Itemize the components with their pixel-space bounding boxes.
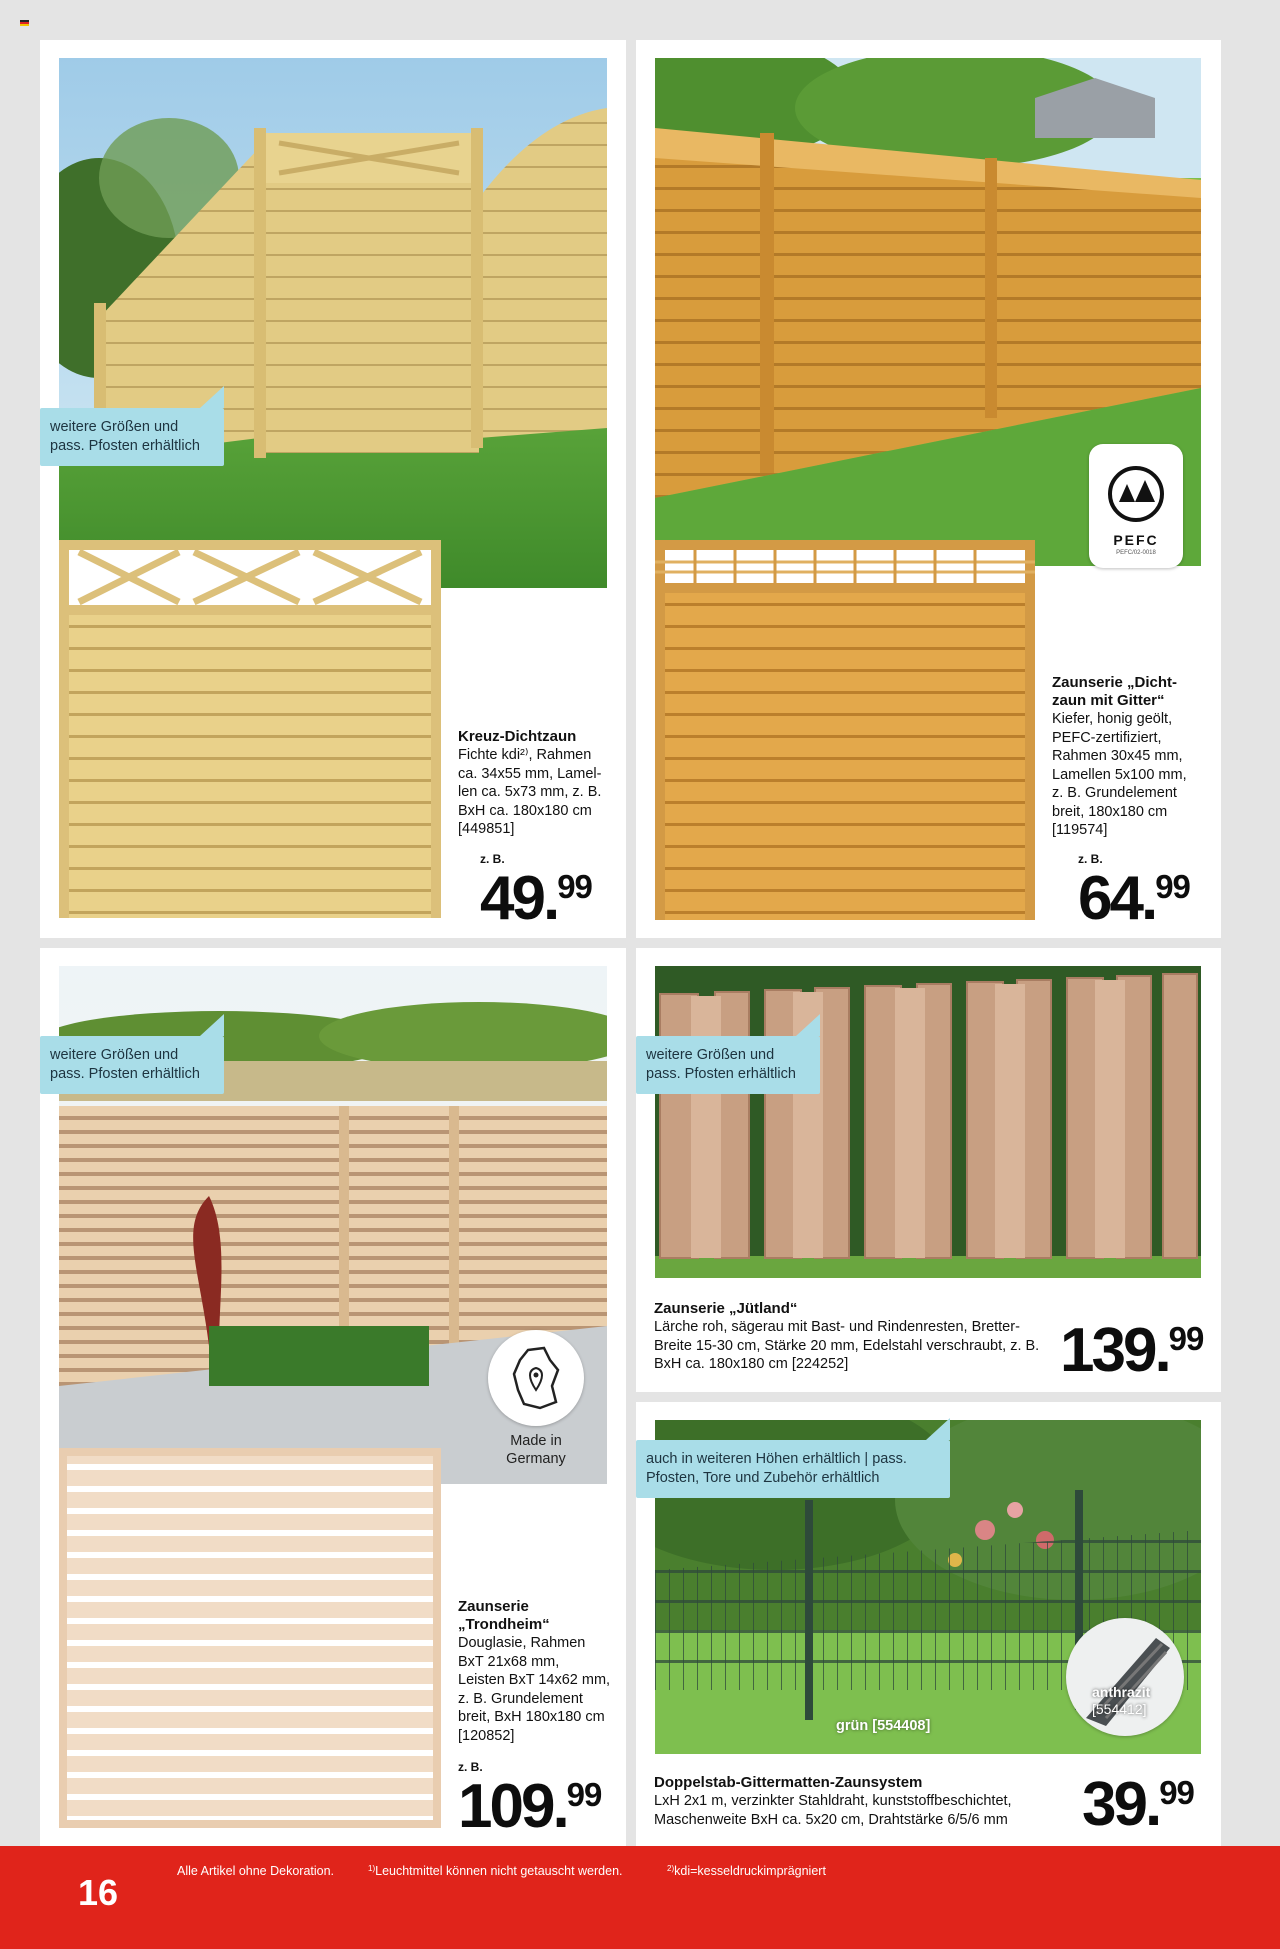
desc-line: z. B. Grundelement <box>1052 785 1177 801</box>
desc-line: Breite 15-30 cm, Stärke 20 mm, Edelstahl verschraubt, z. B. <box>654 1337 1040 1354</box>
product-panel-image <box>655 540 1035 920</box>
price <box>1078 864 1190 933</box>
desc-line: Kiefer, honig geölt, <box>1052 711 1173 727</box>
made-in-germany-label <box>480 1432 592 1468</box>
product-info <box>654 1774 1074 1829</box>
anthrazit-line: anthrazit <box>1092 1684 1151 1700</box>
desc-line: [449851] <box>458 821 515 837</box>
desc-line: Maschenweite BxH ca. 5x20 cm, Drahtstärke 6/5/6 mm <box>654 1811 1008 1828</box>
bubble-line: auch in weiteren Höhen erhältlich | pass. <box>646 1451 907 1467</box>
pefc-label: PEFC <box>1113 532 1159 548</box>
bubble-line: pass. Pfosten erhältlich <box>50 1066 200 1082</box>
product-name-line: zaun mit Gitter“ <box>1052 692 1165 709</box>
footnote-marker: 1) <box>368 1864 376 1873</box>
price-cent: 99 <box>1159 1774 1194 1811</box>
price <box>1082 1770 1194 1839</box>
bubble-line: Pfosten, Tore und Zubehör erhältlich <box>646 1470 880 1486</box>
desc-line: breit, BxH 180x180 cm <box>458 1709 605 1725</box>
made-in-line: Germany <box>506 1451 566 1467</box>
footnote-text: Leuchtmittel können nicht getauscht werden. <box>375 1864 623 1878</box>
footnote-decoration: Alle Artikel ohne Dekoration. <box>177 1864 335 1878</box>
desc-line: BxH ca. 180x180 cm <box>458 802 592 819</box>
product-info <box>458 1598 623 1745</box>
flag-stripe <box>20 24 29 26</box>
desc-line: ca. 34x55 mm, Lamel- <box>458 765 602 782</box>
anthrazit-line: [554412] <box>1092 1701 1147 1717</box>
made-in-line: Made in <box>510 1433 562 1449</box>
bubble-line: weitere Größen und <box>50 1047 179 1063</box>
product-name: Doppelstab-Gittermatten-Zaunsystem <box>654 1774 923 1791</box>
product-panel-image <box>59 540 441 918</box>
footnote-leuchtmittel <box>368 1864 623 1878</box>
desc-line: [119574] <box>1052 822 1108 838</box>
anthrazit-swatch <box>1066 1618 1184 1736</box>
price <box>1060 1316 1204 1385</box>
color-label-anthrazit <box>1092 1684 1150 1718</box>
price-prefix: z. B. <box>458 1760 483 1774</box>
desc-line: [120852] <box>458 1727 515 1744</box>
product-card-gittermatten[interactable] <box>636 1402 1221 1846</box>
footnote-kdi <box>667 1864 826 1878</box>
product-card-trondheim[interactable] <box>40 948 626 1846</box>
product-scene-image <box>655 966 1201 1278</box>
price-euro: 109. <box>458 1772 567 1841</box>
price-prefix: z. B. <box>480 852 505 866</box>
desc-line: Rahmen 30x45 mm, <box>1052 748 1183 764</box>
desc-line: PEFC-zertifiziert, <box>1052 729 1162 746</box>
footer-bar <box>0 1846 1280 1949</box>
pefc-code: PEFC/02-0018 <box>1116 550 1156 556</box>
price-euro: 39. <box>1082 1770 1160 1839</box>
product-card-dichtzaun-mit-gitter[interactable] <box>636 40 1221 938</box>
product-name-line: „Trondheim“ <box>458 1616 550 1633</box>
bubble-line: weitere Größen und <box>50 419 179 435</box>
product-scene-image <box>59 58 607 588</box>
price <box>458 1772 602 1841</box>
product-info <box>654 1300 1054 1374</box>
info-bubble <box>40 1036 224 1094</box>
color-label-green: grün [554408] <box>836 1718 931 1734</box>
germany-map-icon <box>488 1330 584 1426</box>
price-cent: 99 <box>1168 1320 1204 1357</box>
page-number: 16 <box>78 1872 119 1913</box>
desc-line: Fichte kdi²⁾, Rahmen <box>458 747 592 763</box>
product-info <box>458 728 623 839</box>
price-cent: 99 <box>566 1776 602 1813</box>
price-cent: 99 <box>1155 868 1190 905</box>
product-name: Zaunserie „Jütland“ <box>654 1300 798 1317</box>
desc-line: LxH 2x1 m, verzinkter Stahldraht, kunststoffbeschichtet, <box>654 1793 1012 1809</box>
info-bubble <box>40 408 224 466</box>
desc-line: Lamellen 5x100 mm, <box>1052 766 1187 783</box>
info-bubble <box>636 1036 820 1094</box>
product-name-line: Zaunserie „Dicht- <box>1052 674 1178 691</box>
product-name: Kreuz-Dichtzaun <box>458 728 577 745</box>
bubble-line: weitere Größen und <box>646 1047 775 1063</box>
product-card-juetland[interactable] <box>636 948 1221 1392</box>
pefc-badge <box>1089 444 1183 568</box>
product-card-kreuz-dichtzaun[interactable] <box>40 40 626 938</box>
footnote-marker: 2) <box>667 1864 675 1873</box>
bubble-line: pass. Pfosten erhältlich <box>50 438 200 454</box>
price-euro: 49. <box>480 864 558 933</box>
price-cent: 99 <box>557 868 592 905</box>
bubble-line: pass. Pfosten erhältlich <box>646 1066 796 1082</box>
desc-line: len ca. 5x73 mm, z. B. <box>458 784 602 800</box>
price <box>480 864 592 933</box>
desc-line: Lärche roh, sägerau mit Bast- und Rindenresten, Bretter- <box>654 1319 1020 1335</box>
desc-line: BxH ca. 180x180 cm [224252] <box>654 1356 849 1372</box>
price-euro: 139. <box>1060 1316 1169 1385</box>
desc-line: Douglasie, Rahmen <box>458 1635 586 1651</box>
price-euro: 64. <box>1078 864 1156 933</box>
desc-line: Leisten BxT 14x62 mm, <box>458 1672 611 1688</box>
language-flag-icon[interactable] <box>20 20 29 27</box>
made-in-germany-badge <box>488 1330 584 1426</box>
desc-line: BxT 21x68 mm, <box>458 1653 560 1670</box>
desc-line: z. B. Grundelement <box>458 1690 583 1707</box>
product-panel-image <box>59 1448 441 1828</box>
price-prefix: z. B. <box>1078 852 1103 866</box>
footnote-text: kdi=kesseldruckimprägniert <box>674 1864 826 1878</box>
product-info <box>1052 674 1217 840</box>
product-name-line: Zaunserie <box>458 1598 529 1615</box>
info-bubble <box>636 1440 950 1498</box>
desc-line: breit, 180x180 cm <box>1052 803 1168 820</box>
